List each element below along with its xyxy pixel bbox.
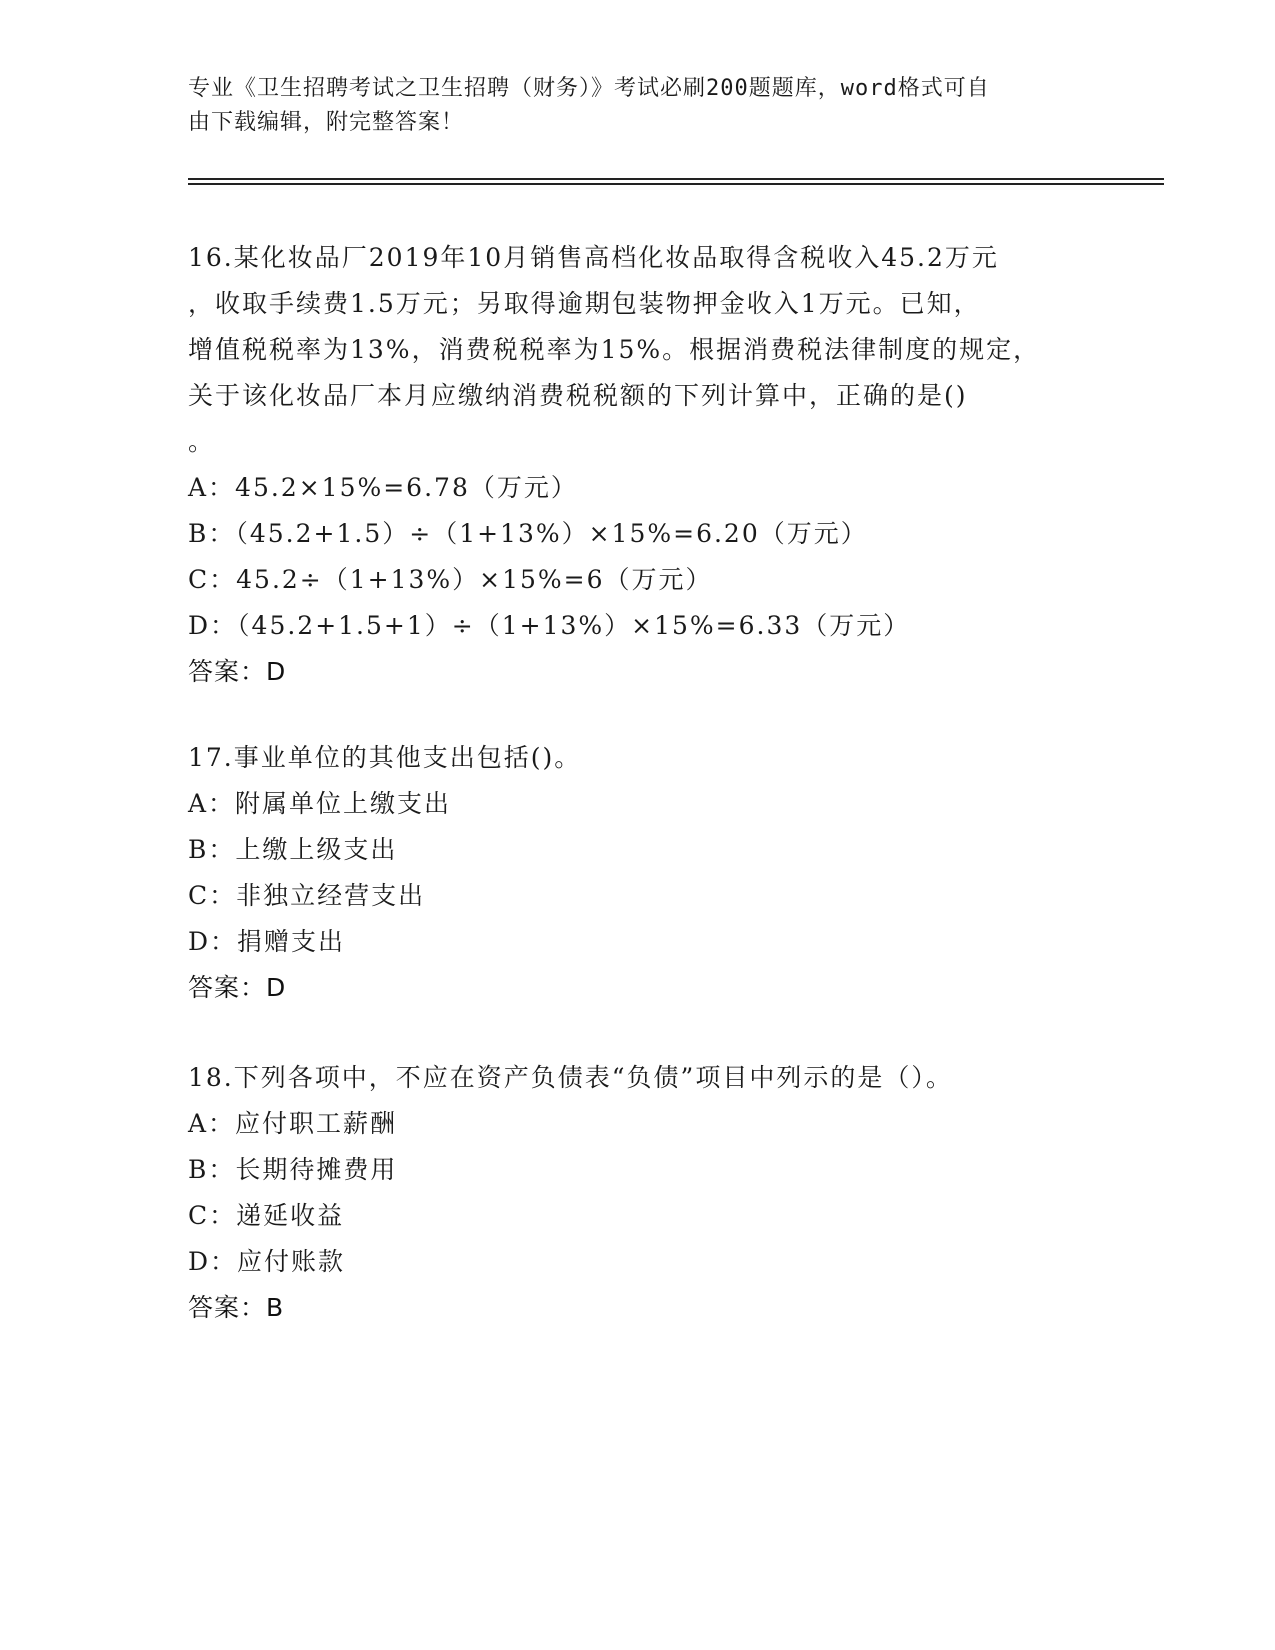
option-a: A：应付职工薪酬 (188, 1109, 398, 1138)
question-stem-line: 18.下列各项中，不应在资产负债表“负债”项目中列示的是（）。 (188, 1063, 953, 1092)
option-b: B：长期待摊费用 (188, 1155, 398, 1184)
answer-label: 答案：D (188, 973, 287, 1002)
option-d: D：（45.2+1.5+1）÷（1+13%）×15%=6.33（万元） (188, 611, 911, 640)
option-b: B：（45.2+1.5）÷（1+13%）×15%=6.20（万元） (188, 519, 868, 548)
option-d: D：捐赠支出 (188, 927, 346, 956)
document-header (188, 72, 1068, 140)
option-c: C：非独立经营支出 (188, 881, 426, 910)
header-divider-bottom (188, 183, 1164, 185)
option-c: C：45.2÷（1+13%）×15%=6（万元） (188, 565, 713, 594)
option-a: A：45.2×15%=6.78（万元） (188, 473, 578, 502)
answer-label: 答案：B (188, 1293, 285, 1322)
question-stem-line: 16.某化妆品厂2019年10月销售高档化妆品取得含税收入45.2万元 (188, 243, 999, 272)
header-line-2: 由下载编辑，附完整答案！ (188, 110, 465, 135)
header-divider-top (188, 178, 1164, 180)
question-18 (188, 1055, 1068, 1331)
header-line-1: 专业《卫生招聘考试之卫生招聘（财务）》考试必刷200题题库，word格式可自 (188, 76, 990, 101)
question-stem-line: 增值税税率为13%，消费税税率为15%。根据消费税法律制度的规定， (188, 335, 1041, 364)
answer-label: 答案：D (188, 657, 287, 686)
option-d: D：应付账款 (188, 1247, 346, 1276)
option-c: C：递延收益 (188, 1201, 345, 1230)
question-stem-line: 17.事业单位的其他支出包括()。 (188, 743, 582, 772)
question-stem-line: ，收取手续费1.5万元；另取得逾期包装物押金收入1万元。已知， (188, 289, 981, 318)
question-stem-line: 关于该化妆品厂本月应缴纳消费税税额的下列计算中，正确的是() (188, 381, 968, 410)
question-16 (188, 235, 1068, 695)
question-17 (188, 735, 1068, 1011)
option-a: A：附属单位上缴支出 (188, 789, 452, 818)
option-b: B：上缴上级支出 (188, 835, 398, 864)
question-stem-line: 。 (188, 427, 216, 456)
